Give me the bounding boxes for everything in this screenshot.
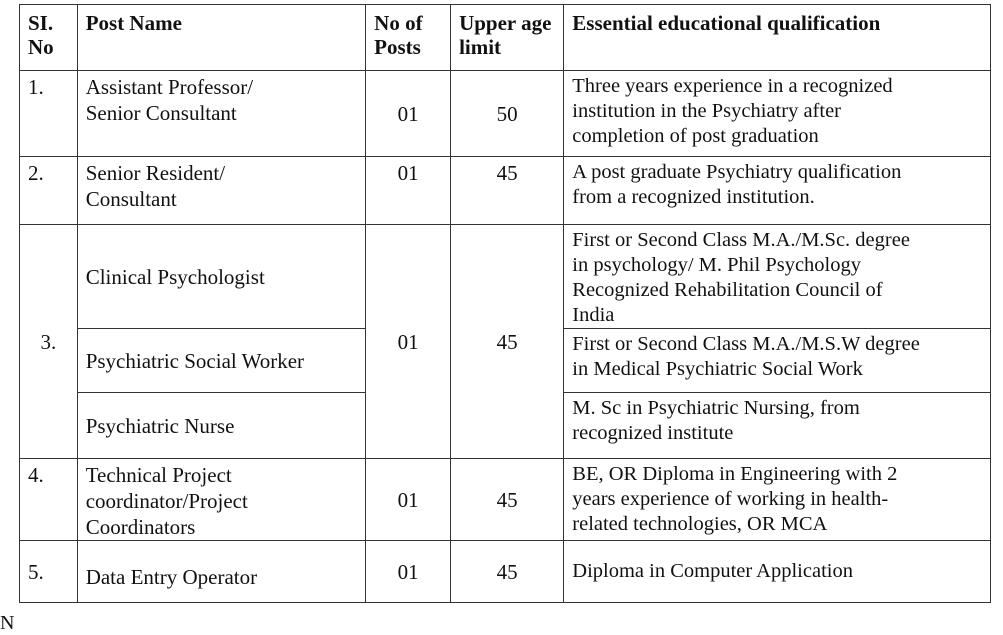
cell-no-of-posts: 01: [366, 71, 451, 157]
cell-qualification: Three years experience in a recognized institution in the Psychiatry after completion of post graduation: [564, 71, 991, 157]
cell-sl: 5.: [20, 541, 78, 603]
header-no-of-posts: No of Posts: [366, 5, 451, 71]
cell-post-name: Senior Resident/ Consultant: [77, 157, 365, 225]
cell-qualification: A post graduate Psychiatry qualification from a recognized institution.: [564, 157, 991, 225]
cell-sl: 3.: [20, 225, 78, 459]
posts-qualification-table: [19, 4, 991, 603]
cell-sl: 1.: [20, 71, 78, 157]
table-header-row: [20, 5, 991, 71]
cell-post-name: Psychiatric Nurse: [77, 393, 365, 459]
table-row: [20, 157, 991, 225]
cell-age-limit: 50: [451, 71, 564, 157]
cell-qualification: Diploma in Computer Application: [564, 541, 991, 603]
table-row: [20, 71, 991, 157]
cell-no-of-posts: 01: [366, 459, 451, 541]
header-sl-no: SI. No: [20, 5, 78, 71]
cell-age-limit: 45: [451, 459, 564, 541]
cell-age-limit: 45: [451, 225, 564, 459]
cell-post-name: Assistant Professor/ Senior Consultant: [77, 71, 365, 157]
cell-no-of-posts: 01: [366, 225, 451, 459]
cell-post-name: Data Entry Operator: [77, 541, 365, 603]
cell-qualification: First or Second Class M.A./M.S.W degree in Medical Psychiatric Social Work: [564, 329, 991, 393]
header-qualification: Essential educational qualification: [564, 5, 991, 71]
cell-no-of-posts: 01: [366, 157, 451, 225]
cell-sl: 4.: [20, 459, 78, 541]
cell-post-name: Clinical Psychologist: [77, 225, 365, 329]
footer-text-fragment: N: [0, 612, 15, 634]
cell-qualification: First or Second Class M.A./M.Sc. degree in psychology/ M. Phil Psychology Recognized Rehabilitation Council of India: [564, 225, 991, 329]
table-row: [20, 459, 991, 541]
cell-post-name: Technical Project coordinator/Project Coordinators: [77, 459, 365, 541]
cell-age-limit: 45: [451, 157, 564, 225]
header-upper-age-limit: Upper age limit: [451, 5, 564, 71]
header-post-name: Post Name: [77, 5, 365, 71]
cell-sl: 2.: [20, 157, 78, 225]
table-row: [20, 225, 991, 329]
cell-post-name: Psychiatric Social Worker: [77, 329, 365, 393]
cell-qualification: BE, OR Diploma in Engineering with 2 years experience of working in health- related technologies, OR MCA: [564, 459, 991, 541]
cell-age-limit: 45: [451, 541, 564, 603]
cell-qualification: M. Sc in Psychiatric Nursing, from recognized institute: [564, 393, 991, 459]
table-row: [20, 541, 991, 603]
cell-no-of-posts: 01: [366, 541, 451, 603]
